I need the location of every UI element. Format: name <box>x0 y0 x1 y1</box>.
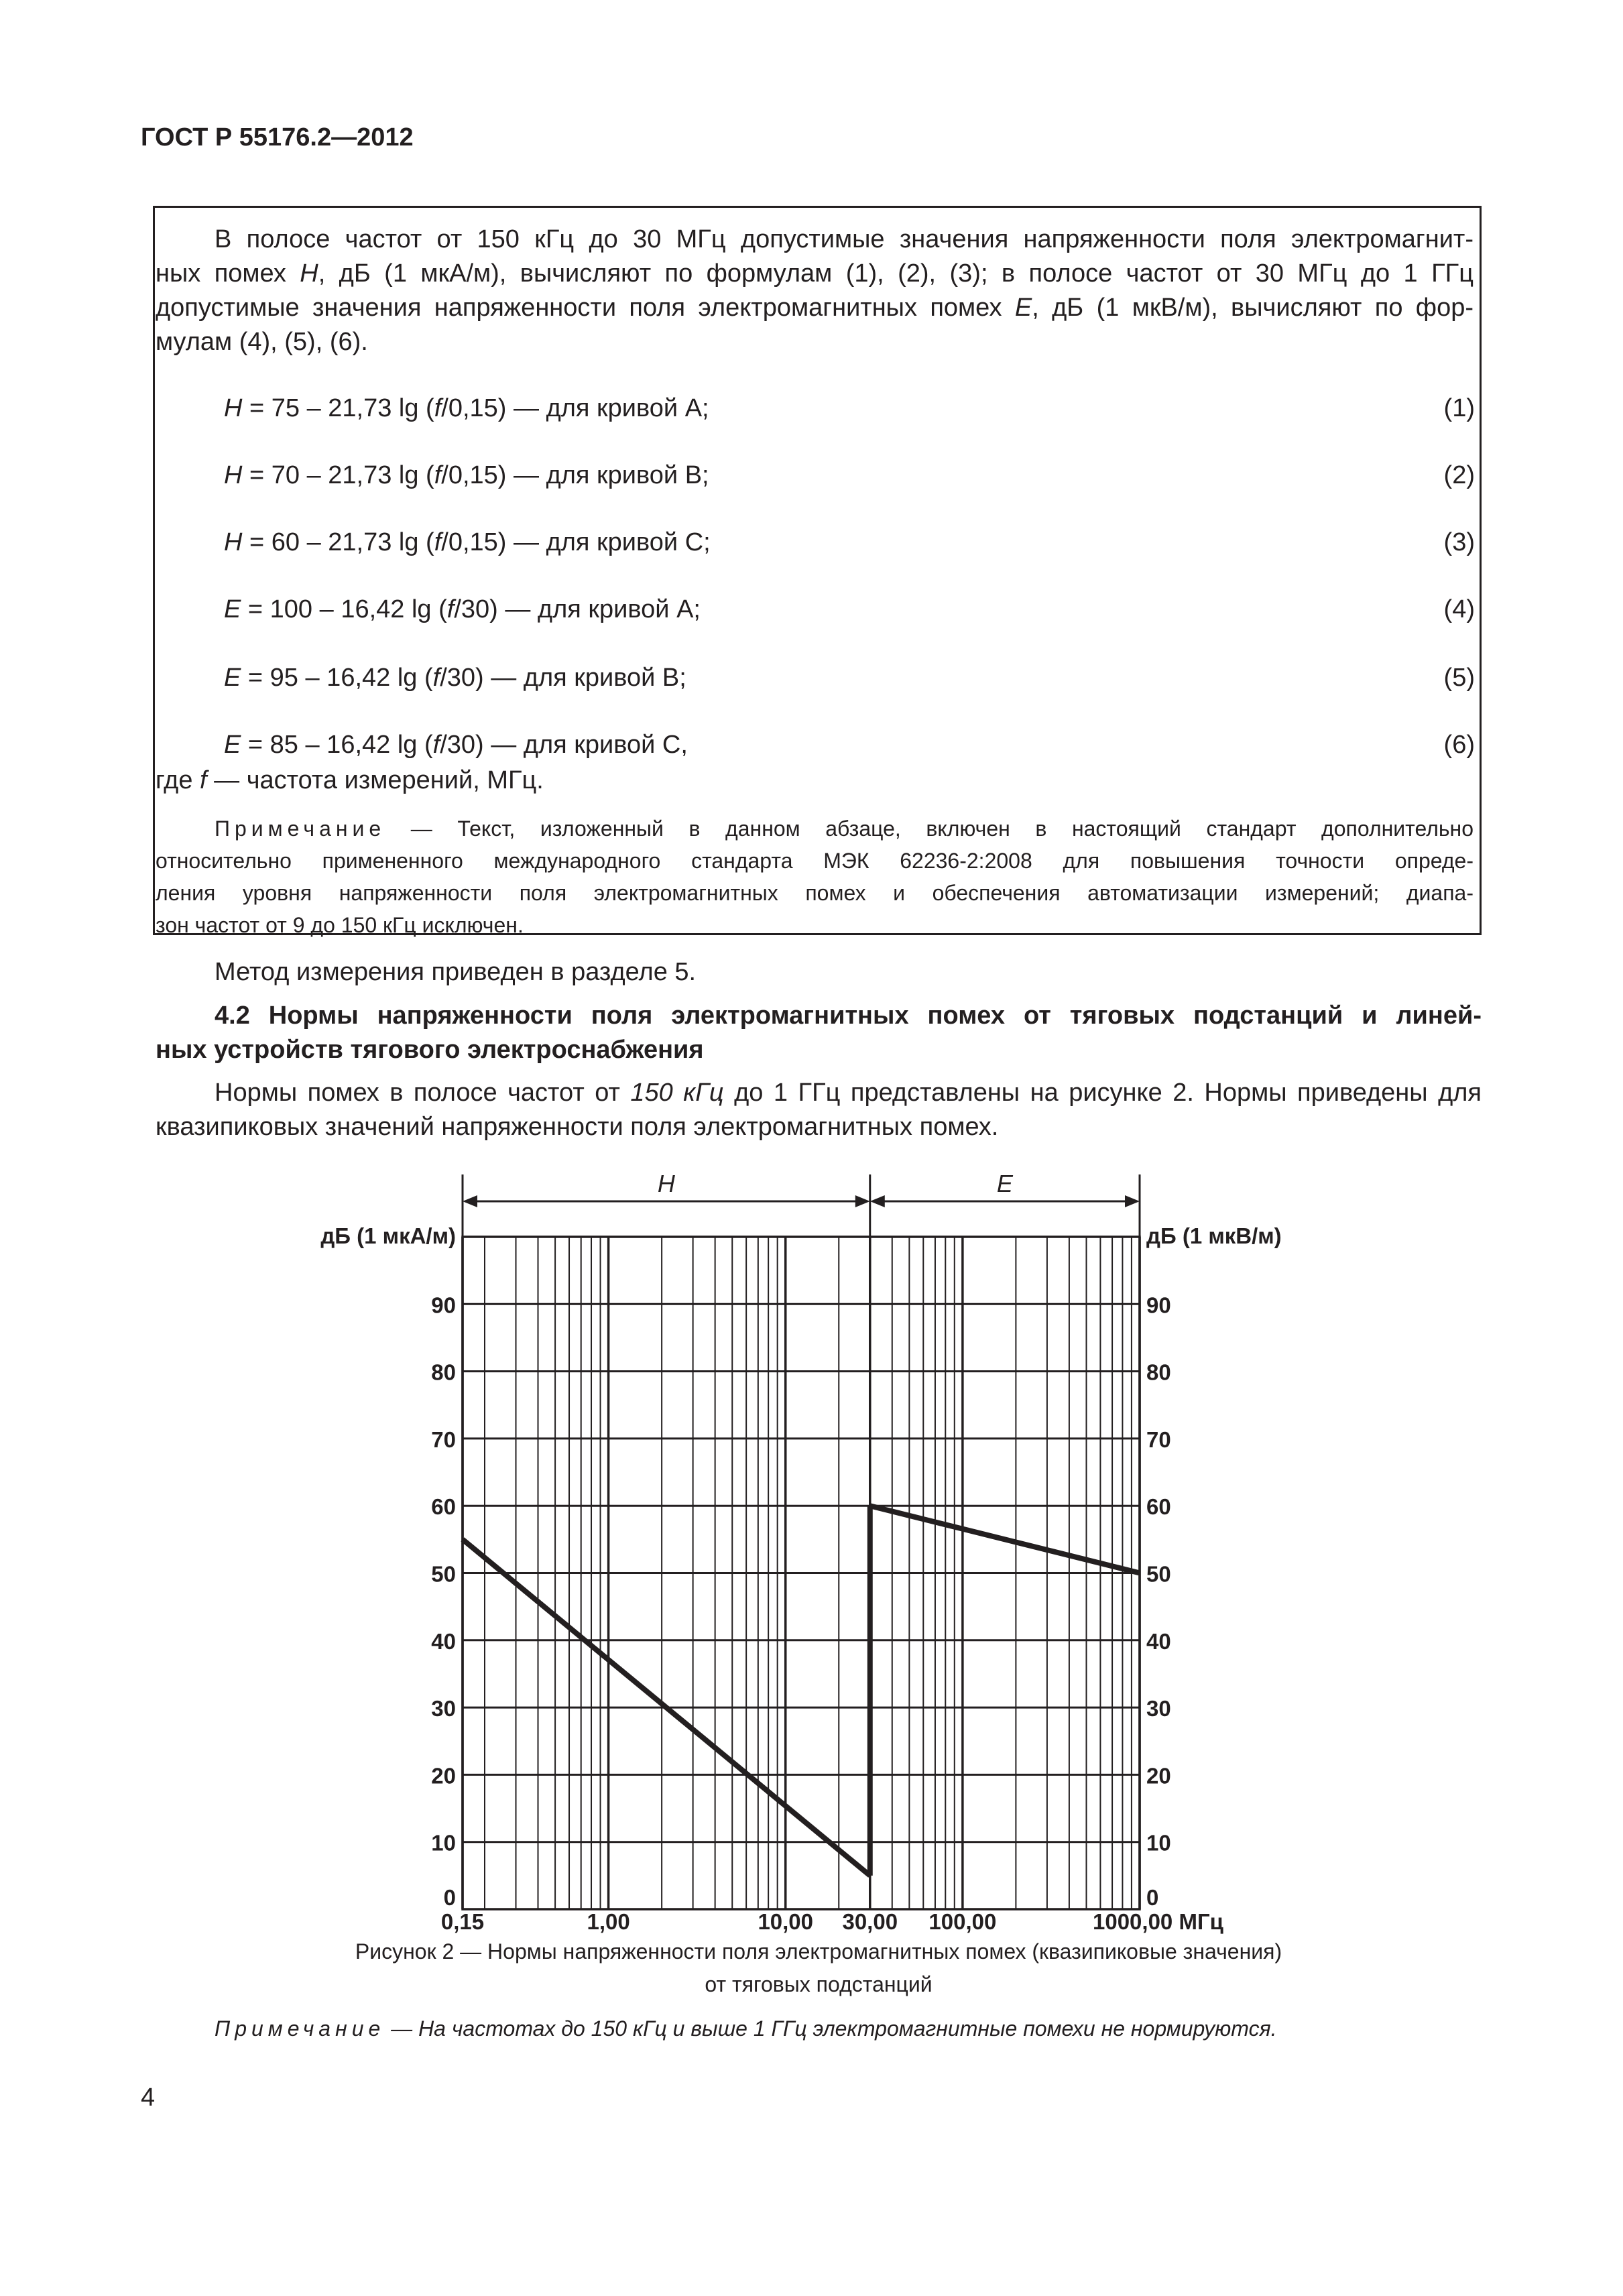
y-tick-label-left: 50 <box>431 1561 456 1587</box>
x-tick-label: 1,00 <box>587 1909 630 1934</box>
chart-grid <box>463 1237 1140 1909</box>
y-tick-label-right: 50 <box>1146 1561 1171 1587</box>
x-tick-label: 1000,00 МГц <box>1093 1909 1223 1934</box>
x-tick-label: 30,00 <box>842 1909 898 1934</box>
band-label: H <box>657 1170 675 1197</box>
standard-header: ГОСТ Р 55176.2—2012 <box>141 123 414 152</box>
figure-caption-line-1: Рисунок 2 — Нормы напряженности поля электромагнитных помех (квазипиковые значения) <box>355 1939 1282 1963</box>
box-note-line-3: ления уровня напряженности поля электромагнитных помех и обеспечения автоматизации измерений; диапа- <box>156 881 1474 905</box>
y-tick-label-left: 10 <box>431 1830 456 1856</box>
intro-line-2: ных помех H, дБ (1 мкА/м), вычисляют по формулам (1), (2), (3); в полосе частот от 30 МГц до 1 ГГц <box>156 259 1474 288</box>
equation-3: H = 60 – 21,73 lg (f/0,15) — для кривой C; <box>224 528 711 556</box>
section-title-line-1: 4.2 Нормы напряженности поля электромагнитных помех от тяговых подстанций и линей- <box>215 1002 1482 1030</box>
where-clause: где f — частота измерений, МГц. <box>156 766 544 794</box>
equation-1: H = 75 – 21,73 lg (f/0,15) — для кривой A; <box>224 394 709 422</box>
band-markers <box>463 1170 1140 1237</box>
y-tick-label-left: 90 <box>431 1292 456 1318</box>
y-tick-label-right: 40 <box>1146 1628 1171 1654</box>
y-tick-label-left: 60 <box>431 1494 456 1520</box>
y-axis-label-right: дБ (1 мкВ/м) <box>1146 1223 1282 1248</box>
equation-number-6: (6) <box>1443 731 1475 759</box>
y-tick-label-right: 0 <box>1146 1885 1159 1910</box>
y-tick-label-right: 70 <box>1146 1427 1171 1452</box>
x-tick-label: 10,00 <box>758 1909 814 1934</box>
y-tick-label-left: 0 <box>443 1885 456 1910</box>
y-tick-label-right: 80 <box>1146 1360 1171 1385</box>
x-tick-label: 0,15 <box>440 1909 485 1934</box>
arrow-right-icon <box>855 1195 870 1207</box>
paragraph-line-2: квазипиковых значений напряженности поля электромагнитных помех. <box>156 1113 999 1141</box>
box-note-line-1: Примечание — Текст, изложенный в данном абзаце, включен в настоящий стандарт дополнительно <box>215 817 1474 841</box>
equation-5: E = 95 – 16,42 lg (f/30) — для кривой B; <box>224 664 686 692</box>
figure-caption-line-2: от тяговых подстанций <box>705 1972 933 1996</box>
equation-number-1: (1) <box>1443 394 1475 422</box>
arrow-left-icon <box>870 1195 885 1207</box>
axis-labels <box>320 1223 1281 1934</box>
equation-4: E = 100 – 16,42 lg (f/30) — для кривой A; <box>224 595 701 623</box>
y-axis-label-left: дБ (1 мкА/м) <box>320 1223 456 1248</box>
equation-number-5: (5) <box>1443 664 1475 692</box>
box-note-line-2: относительно примененного международного стандарта МЭК 62236-2:2008 для повышения точности опреде- <box>156 849 1474 873</box>
y-tick-label-left: 40 <box>431 1628 456 1654</box>
equation-number-3: (3) <box>1443 528 1475 556</box>
page-number: 4 <box>141 2083 156 2112</box>
y-tick-label-left: 70 <box>431 1427 456 1452</box>
y-tick-label-left: 30 <box>431 1696 456 1721</box>
arrow-right-icon <box>1125 1195 1140 1207</box>
y-tick-label-right: 10 <box>1146 1830 1171 1856</box>
limit-curve-segment <box>870 1506 1140 1573</box>
equation-2: H = 70 – 21,73 lg (f/0,15) — для кривой B; <box>224 461 709 489</box>
equation-number-2: (2) <box>1443 461 1475 489</box>
x-tick-label: 100,00 <box>928 1909 997 1934</box>
method-line: Метод измерения приведен в разделе 5. <box>215 958 697 986</box>
y-tick-label-left: 20 <box>431 1763 456 1789</box>
y-tick-label-left: 80 <box>431 1360 456 1385</box>
equation-6: E = 85 – 16,42 lg (f/30) — для кривой C, <box>224 731 688 759</box>
intro-line-3: допустимые значения напряженности поля электромагнитных помех E, дБ (1 мкВ/м), вычисляют по фор- <box>156 294 1474 322</box>
footnote: Примечание — На частотах до 150 кГц и выше 1 ГГц электромагнитные помехи не нормируются. <box>215 2016 1277 2041</box>
paragraph-line-1: Нормы помех в полосе частот от 150 кГц до 1 ГГц представлены на рисунке 2. Нормы приведены для <box>215 1079 1482 1107</box>
limit-curve <box>463 1506 1140 1876</box>
y-tick-label-right: 20 <box>1146 1763 1171 1789</box>
arrow-left-icon <box>463 1195 477 1207</box>
y-tick-label-right: 60 <box>1146 1494 1171 1520</box>
equation-number-4: (4) <box>1443 595 1475 623</box>
intro-line-1: В полосе частот от 150 кГц до 30 МГц допустимые значения напряженности поля электромагнит- <box>215 225 1474 253</box>
band-label: E <box>996 1170 1013 1197</box>
y-tick-label-right: 30 <box>1146 1696 1171 1721</box>
y-tick-label-right: 90 <box>1146 1292 1171 1318</box>
intro-line-4: мулам (4), (5), (6). <box>156 328 368 356</box>
box-note-line-4: зон частот от 9 до 150 кГц исключен. <box>156 913 524 937</box>
section-title-line-2: ных устройств тягового электроснабжения <box>156 1036 704 1064</box>
